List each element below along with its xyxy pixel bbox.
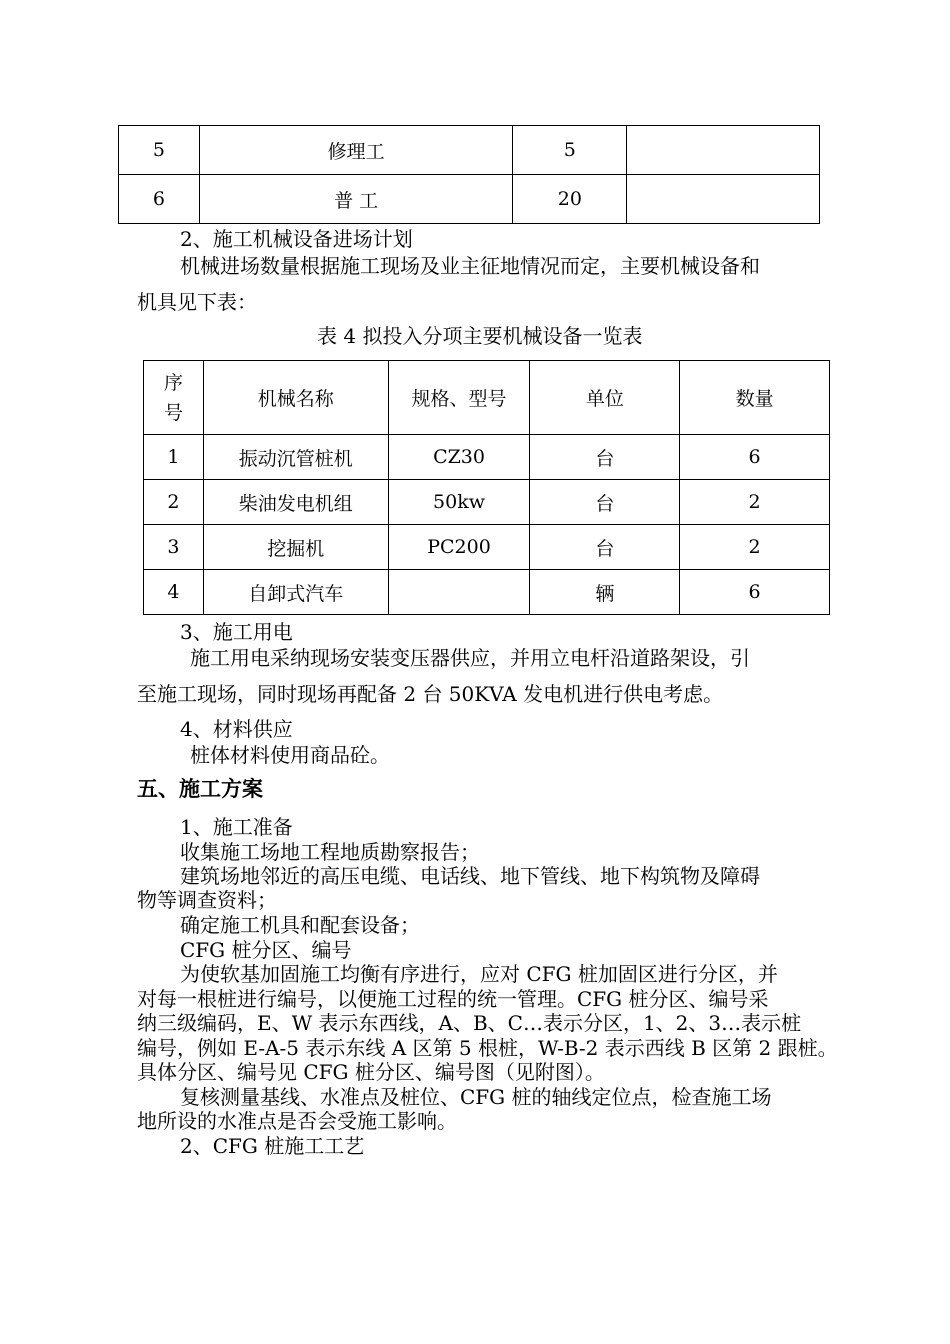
worker-count: 20 — [513, 175, 627, 224]
machine-name: 自卸式汽车 — [203, 570, 388, 615]
paragraph-line: 确定施工机具和配套设备； — [180, 913, 420, 937]
header-serial — [144, 361, 204, 435]
paragraph-line: CFG 桩分区、编号 — [180, 938, 352, 962]
row-number: 6 — [119, 175, 200, 224]
table-header-row — [144, 361, 830, 435]
table-row — [144, 570, 830, 615]
header-spec: 规格、型号 — [388, 361, 530, 435]
labor-table — [118, 125, 820, 224]
machine-name: 振动沉管桩机 — [203, 435, 388, 480]
machine-quantity: 2 — [680, 525, 830, 570]
table-row — [144, 435, 830, 480]
row-number: 2 — [144, 480, 204, 525]
paragraph-line: 对每一根桩进行编号，以便施工过程的统一管理。CFG 桩分区、编号采 — [137, 987, 769, 1011]
paragraph-line: 桩体材料使用商品砼。 — [190, 743, 390, 767]
row-number: 3 — [144, 525, 204, 570]
machine-spec: PC200 — [388, 525, 530, 570]
table-row — [144, 480, 830, 525]
paragraph-line: 地所设的水准点是否会受施工影响。 — [137, 1109, 457, 1133]
paragraph-line: 建筑场地邻近的高压电缆、电话线、地下管线、地下构筑物及障碍 — [180, 864, 760, 888]
header-unit: 单位 — [530, 361, 680, 435]
header-serial-line-2: 号 — [163, 401, 183, 424]
machine-name: 挖掘机 — [203, 525, 388, 570]
note-cell — [627, 126, 820, 175]
machine-name: 柴油发电机组 — [203, 480, 388, 525]
machine-quantity: 2 — [680, 480, 830, 525]
job-name: 普 工 — [199, 175, 513, 224]
machine-unit: 台 — [530, 480, 680, 525]
table-row — [144, 525, 830, 570]
table-row — [119, 175, 820, 224]
subsection-title: 2、CFG 桩施工工艺 — [180, 1134, 365, 1158]
paragraph-line: 复核测量基线、水准点及桩位、CFG 桩的轴线定位点，检查施工场 — [180, 1085, 772, 1109]
header-serial-line-1: 序 — [163, 371, 183, 394]
machine-spec: CZ30 — [388, 435, 530, 480]
job-name: 修理工 — [199, 126, 513, 175]
table-row — [119, 126, 820, 175]
machine-quantity: 6 — [680, 435, 830, 480]
chapter-title: 五、施工方案 — [137, 777, 263, 801]
paragraph-line: 机械进场数量根据施工现场及业主征地情况而定，主要机械设备和 — [180, 254, 760, 278]
machine-unit: 台 — [530, 525, 680, 570]
paragraph-line: 物等调查资料； — [137, 888, 277, 912]
paragraph-line: 为使软基加固施工均衡有序进行，应对 CFG 桩加固区进行分区，并 — [180, 962, 778, 986]
header-machine-name: 机械名称 — [203, 361, 388, 435]
subsection-title: 1、施工准备 — [180, 815, 293, 839]
machine-spec: 50kw — [388, 480, 530, 525]
machine-unit: 台 — [530, 435, 680, 480]
section-3-title: 3、施工用电 — [180, 620, 293, 644]
worker-count: 5 — [513, 126, 627, 175]
machine-spec — [388, 570, 530, 615]
paragraph-line: 纳三级编码，E、W 表示东西线，A、B、C…表示分区，1、2、3…表示桩 — [137, 1011, 802, 1035]
paragraph-line: 施工用电采纳现场安装变压器供应，并用立电杆沿道路架设，引 — [190, 646, 750, 670]
row-number: 1 — [144, 435, 204, 480]
paragraph-line: 收集施工场地工程地质勘察报告； — [180, 840, 480, 864]
header-quantity: 数量 — [680, 361, 830, 435]
section-4-title: 4、材料供应 — [180, 717, 293, 741]
table-caption: 表 4 拟投入分项主要机械设备一览表 — [317, 324, 643, 348]
machine-quantity: 6 — [680, 570, 830, 615]
row-number: 4 — [144, 570, 204, 615]
paragraph-line: 机具见下表： — [137, 290, 257, 314]
note-cell — [627, 175, 820, 224]
paragraph-line: 具体分区、编号见 CFG 桩分区、编号图（见附图）。 — [137, 1060, 605, 1084]
row-number: 5 — [119, 126, 200, 175]
paragraph-line: 编号，例如 E-A-5 表示东线 A 区第 5 根桩，W-B-2 表示西线 B 区第 2 跟桩。 — [137, 1036, 838, 1060]
equipment-table — [143, 360, 830, 615]
machine-unit: 辆 — [530, 570, 680, 615]
section-2-title: 2、施工机械设备进场计划 — [180, 227, 413, 251]
paragraph-line: 至施工现场，同时现场再配备 2 台 50KVA 发电机进行供电考虑。 — [137, 682, 724, 706]
